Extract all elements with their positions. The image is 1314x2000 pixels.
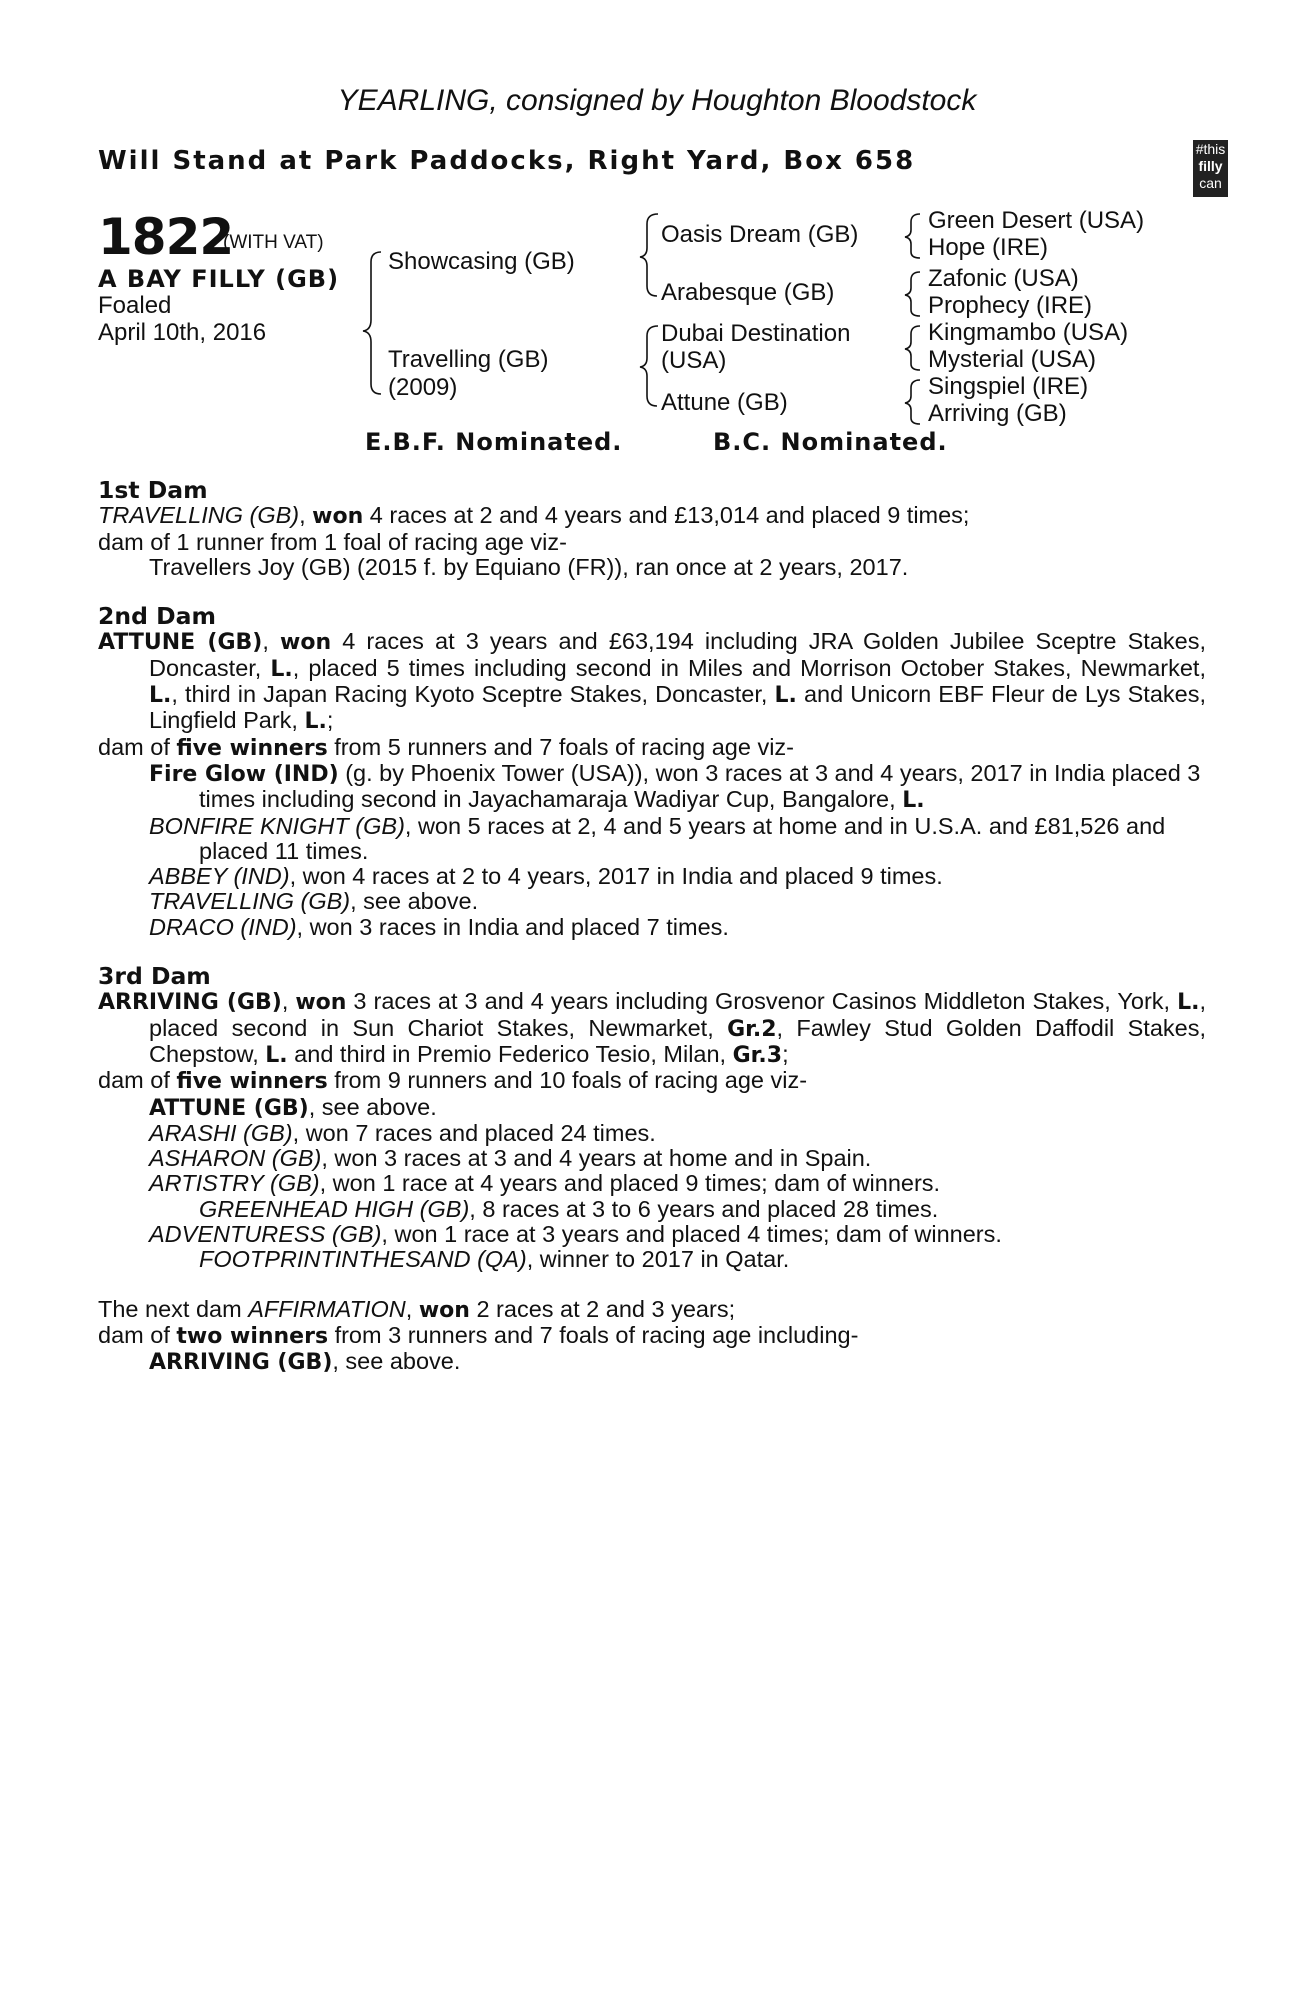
foaled-date: April 10th, 2016: [98, 319, 267, 346]
second-dam-summary: dam of five winners from 5 runners and 7 foals of racing age viz-: [98, 733, 794, 761]
pedigree-sire: Showcasing (GB): [388, 248, 575, 275]
list-item: ARTISTRY (GB), won 1 race at 4 years and placed 9 times; dam of winners.: [149, 1170, 941, 1197]
first-dam-summary: dam of 1 runner from 1 foal of racing age viz-: [98, 528, 567, 555]
list-item: FOOTPRINTINTHESAND (QA), winner to 2017 in Qatar.: [199, 1246, 790, 1273]
pedigree-ggp-1: Green Desert (USA): [928, 207, 1145, 234]
bracket-6: [905, 326, 920, 370]
pedigree-sire-sire: Oasis Dream (GB): [661, 221, 859, 248]
list-item: BONFIRE KNIGHT (GB), won 5 races at 2, 4 and 5 years at home and in U.S.A. and £81,526 and placed 11 times.: [149, 812, 1166, 864]
first-dam-progeny: Travellers Joy (GB) (2015 f. by Equiano (FR)), ran once at 2 years, 2017.: [149, 553, 909, 580]
lot-number: 1822: [98, 208, 234, 266]
pedigree-dam-sire-country: (USA): [661, 347, 727, 374]
pedigree-dam: Travelling (GB): [388, 346, 549, 373]
pedigree-ggp-3: Zafonic (USA): [928, 265, 1079, 292]
pedigree-ggp-5: Kingmambo (USA): [928, 319, 1129, 346]
list-item: Fire Glow (IND) (g. by Phoenix Tower (USA)), won 3 races at 3 and 4 years, 2017 in India placed 3 times including second in Jayachamaraja Wadiyar Cup, Bangalore, L.: [149, 759, 1201, 814]
bracket-3: [640, 326, 658, 406]
this-filly-can-logo: #this filly can: [1193, 140, 1228, 197]
first-dam-record: TRAVELLING (GB), won 4 races at 2 and 4 years and £13,014 and placed 9 times;: [98, 502, 970, 530]
pedigree-dam-sire: Dubai Destination: [661, 320, 851, 347]
list-item: GREENHEAD HIGH (GB), 8 races at 3 to 6 years and placed 28 times.: [199, 1195, 939, 1222]
page-title: YEARLING, consigned by Houghton Bloodstock: [337, 84, 977, 117]
list-item: ARRIVING (GB), see above.: [149, 1348, 461, 1376]
catalogue-body: [98, 478, 1206, 1376]
pedigree-dam-year: (2009): [388, 374, 458, 401]
bc-nominated: B.C. Nominated.: [713, 428, 948, 456]
pedigree-sire-dam: Arabesque (GB): [661, 279, 835, 306]
third-dam-summary: dam of five winners from 9 runners and 10 foals of racing age viz-: [98, 1067, 808, 1095]
second-dam-heading: 2nd Dam: [98, 602, 216, 631]
next-dam-summary: dam of two winners from 3 runners and 7 foals of racing age including-: [98, 1321, 859, 1349]
list-item: TRAVELLING (GB), see above.: [149, 888, 479, 915]
pedigree-ggp-8: Arriving (GB): [928, 400, 1067, 427]
lot-description: A BAY FILLY (GB): [98, 265, 340, 293]
vat-label: (WITH VAT): [223, 232, 324, 253]
bracket-7: [905, 380, 920, 424]
stand-location: Will Stand at Park Paddocks, Right Yard, Box 658: [98, 146, 916, 176]
list-item: ARASHI (GB), won 7 races and placed 24 times.: [149, 1119, 656, 1146]
list-item: ASHARON (GB), won 3 races at 3 and 4 years at home and in Spain.: [149, 1145, 872, 1172]
list-item: ADVENTURESS (GB), won 1 race at 3 years and placed 4 times; dam of winners.: [149, 1221, 1002, 1248]
pedigree-ggp-7: Singspiel (IRE): [928, 373, 1089, 400]
pedigree-ggp-4: Prophecy (IRE): [928, 292, 1093, 319]
bracket-4: [905, 214, 920, 258]
pedigree-ggp-2: Hope (IRE): [928, 234, 1049, 261]
ebf-nominated: E.B.F. Nominated.: [365, 428, 623, 456]
bracket-2: [640, 214, 658, 296]
third-dam-heading: 3rd Dam: [98, 962, 211, 991]
list-item: ABBEY (IND), won 4 races at 2 to 4 years, 2017 in India and placed 9 times.: [149, 863, 943, 890]
pedigree-dam-dam: Attune (GB): [661, 389, 788, 416]
list-item: ATTUNE (GB), see above.: [149, 1093, 437, 1121]
list-item: DRACO (IND), won 3 races in India and placed 7 times.: [149, 913, 729, 940]
bracket-5: [905, 272, 920, 316]
first-dam-heading: 1st Dam: [98, 476, 208, 504]
bracket-1: [363, 252, 381, 394]
next-dam-record: The next dam AFFIRMATION, won 2 races at 2 and 3 years;: [98, 1295, 736, 1323]
pedigree-ggp-6: Mysterial (USA): [928, 346, 1097, 373]
second-dam-record: ATTUNE (GB), won 4 races at 3 years and £63,194 including JRA Golden Jubilee Sceptre Stakes, Doncaster, L., placed 5 times including second in Miles and Morrison October Stakes, Newmarket, L., third in Japan Racing Kyoto Sceptre Stakes, Doncaster, L. and Unicorn EBF Fleur de Lys Stakes, Lingfield Park, L.;: [98, 628, 1206, 735]
foaled-label: Foaled: [98, 292, 172, 319]
third-dam-record: ARRIVING (GB), won 3 races at 3 and 4 years including Grosvenor Casinos Middleton Stakes, York, L., placed second in Sun Chariot Stakes, Newmarket, Gr.2, Fawley Stud Golden Daffodil Stakes, Chepstow, L. and third in Premio Federico Tesio, Milan, Gr.3;: [98, 988, 1207, 1068]
